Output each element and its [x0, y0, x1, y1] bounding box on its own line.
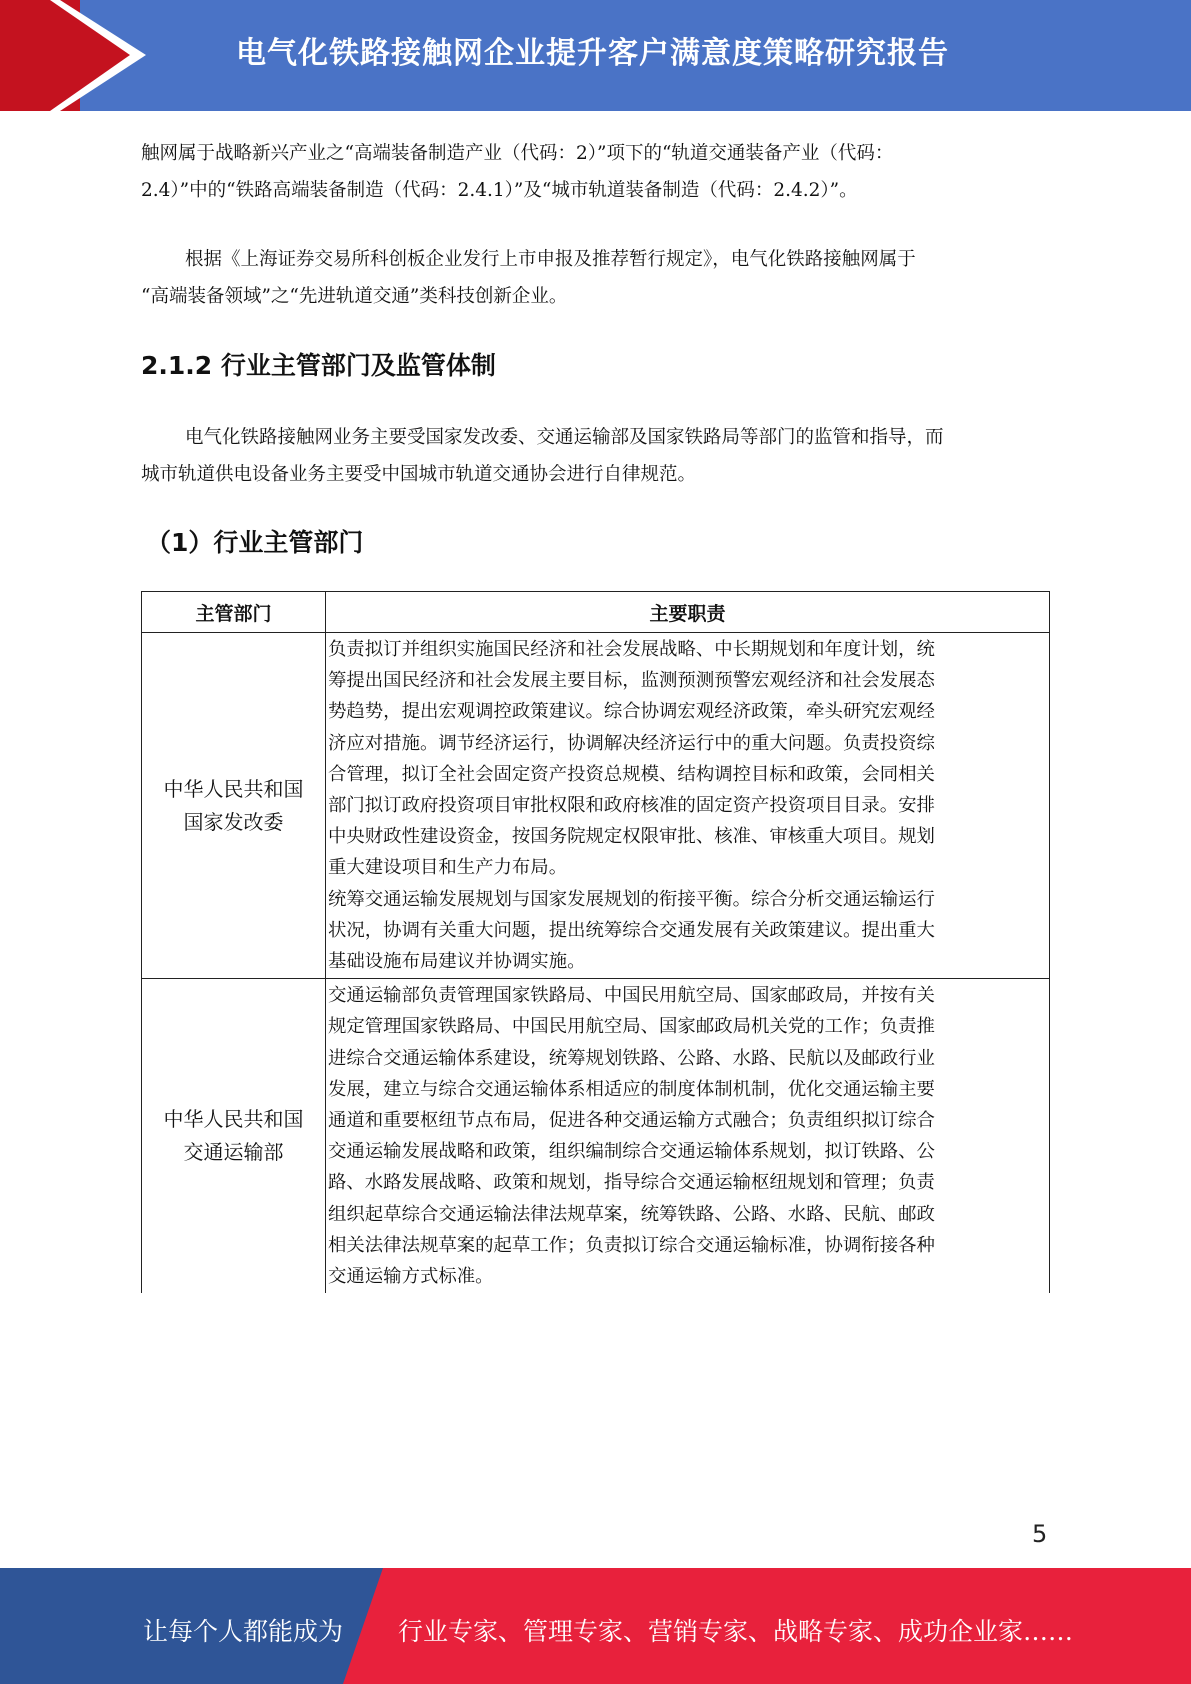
section-heading: 2.1.2 行业主管部门及监管体制 [141, 351, 496, 380]
duty-line: 规定管理国家铁路局、中国民用航空局、国家邮政局机关党的工作；负责推 [328, 1016, 935, 1038]
table-row [142, 633, 1050, 979]
duty-line: 合管理，拟订全社会固定资产投资总规模、结构调控目标和政策，会同相关 [328, 763, 935, 785]
subsection-heading: （1）行业主管部门 [146, 528, 364, 557]
authority-table [141, 591, 1050, 1293]
duty-line: 势趋势，提出宏观调控政策建议。综合协调宏观经济政策，牵头研究宏观经 [328, 701, 935, 723]
dept-name-line: 中华人民共和国 [163, 1107, 304, 1132]
duty-line: 重大建设项目和生产力布局。 [328, 857, 568, 879]
duty-line: 路、水路发展战略、政策和规划，指导综合交通运输枢纽规划和管理；负责 [328, 1172, 935, 1194]
header-chevron-icon [0, 0, 160, 111]
duty-line: 济应对措施。调节经济运行，协调解决经济运行中的重大问题。负责投资综 [328, 732, 935, 754]
duty-cell [326, 979, 1050, 1294]
column-header-dept: 主管部门 [142, 592, 326, 633]
dept-name-line: 中华人民共和国 [163, 776, 304, 801]
footer-slogan-right: 行业专家、管理专家、营销专家、战略专家、成功企业家…… [398, 1617, 1074, 1646]
duty-line: 相关法律法规草案的起草工作；负责拟订综合交通运输标准，协调衔接各种 [328, 1234, 935, 1256]
dept-name-line: 交通运输部 [183, 1140, 284, 1165]
paragraph-line: 2.4）”中的“铁路高端装备制造（代码：2.4.1）”及“城市轨道装备制造（代码：2.4.2）”。 [141, 180, 858, 201]
duty-line: 筹提出国民经济和社会发展主要目标，监测预测预警宏观经济和社会发展态 [328, 670, 935, 692]
paragraph-line: “高端装备领域”之“先进轨道交通”类科技创新企业。 [141, 286, 568, 307]
dept-cell [142, 633, 326, 979]
paragraph-industry-code [141, 135, 1051, 209]
page-header [0, 0, 1191, 111]
duty-line: 进综合交通运输体系建设，统筹规划铁路、公路、水路、民航以及邮政行业 [328, 1047, 935, 1069]
duty-line: 状况，协调有关重大问题，提出统筹综合交通发展有关政策建议。提出重大 [328, 919, 935, 941]
duty-line: 部门拟订政府投资项目审批权限和政府核准的固定资产投资项目目录。安排 [328, 795, 935, 817]
duty-line: 交通运输方式标准。 [328, 1266, 494, 1288]
column-header-duty: 主要职责 [326, 592, 1050, 633]
dept-name-line: 国家发改委 [183, 809, 284, 834]
duty-line: 发展，建立与综合交通运输体系相适应的制度体制机制，优化交通运输主要 [328, 1078, 935, 1100]
duty-line: 组织起草综合交通运输法律法规草案，统筹铁路、公路、水路、民航、邮政 [328, 1203, 935, 1225]
duty-line: 交通运输发展战略和政策，组织编制综合交通运输体系规划，拟订铁路、公 [328, 1141, 935, 1163]
dept-cell [142, 979, 326, 1294]
duty-line: 统筹交通运输发展规划与国家发展规划的衔接平衡。综合分析交通运输运行 [328, 888, 935, 910]
report-title: 电气化铁路接触网企业提升客户满意度策略研究报告 [236, 36, 949, 71]
footer-slogan-left: 让每个人都能成为 [143, 1617, 344, 1646]
duty-line: 基础设施布局建议并协调实施。 [328, 951, 586, 973]
duty-line: 中央财政性建设资金，按国务院规定权限审批、核准、审核重大项目。规划 [328, 826, 935, 848]
paragraph-regulation [141, 419, 1051, 493]
table-row [142, 979, 1050, 1294]
duty-line: 交通运输部负责管理国家铁路局、中国民用航空局、国家邮政局，并按有关 [328, 985, 935, 1007]
paragraph-line: 根据《上海证券交易所科创板企业发行上市申报及推荐暂行规定》，电气化铁路接触网属于 [185, 249, 916, 270]
duty-line: 负责拟订并组织实施国民经济和社会发展战略、中长期规划和年度计划，统 [328, 639, 935, 660]
table-header-row [142, 592, 1050, 633]
page-number: 5 [1032, 1520, 1048, 1548]
paragraph-star-market [141, 241, 1051, 315]
paragraph-line: 电气化铁路接触网业务主要受国家发改委、交通运输部及国家铁路局等部门的监管和指导，而 [185, 427, 944, 448]
paragraph-line: 城市轨道供电设备业务主要受中国城市轨道交通协会进行自律规范。 [141, 464, 697, 485]
paragraph-line: 触网属于战略新兴产业之“高端装备制造产业（代码：2）”项下的“轨道交通装备产业（代码： [141, 143, 894, 164]
duty-line: 通道和重要枢纽节点布局，促进各种交通运输方式融合；负责组织拟订综合 [328, 1110, 935, 1132]
duty-cell [326, 633, 1050, 979]
